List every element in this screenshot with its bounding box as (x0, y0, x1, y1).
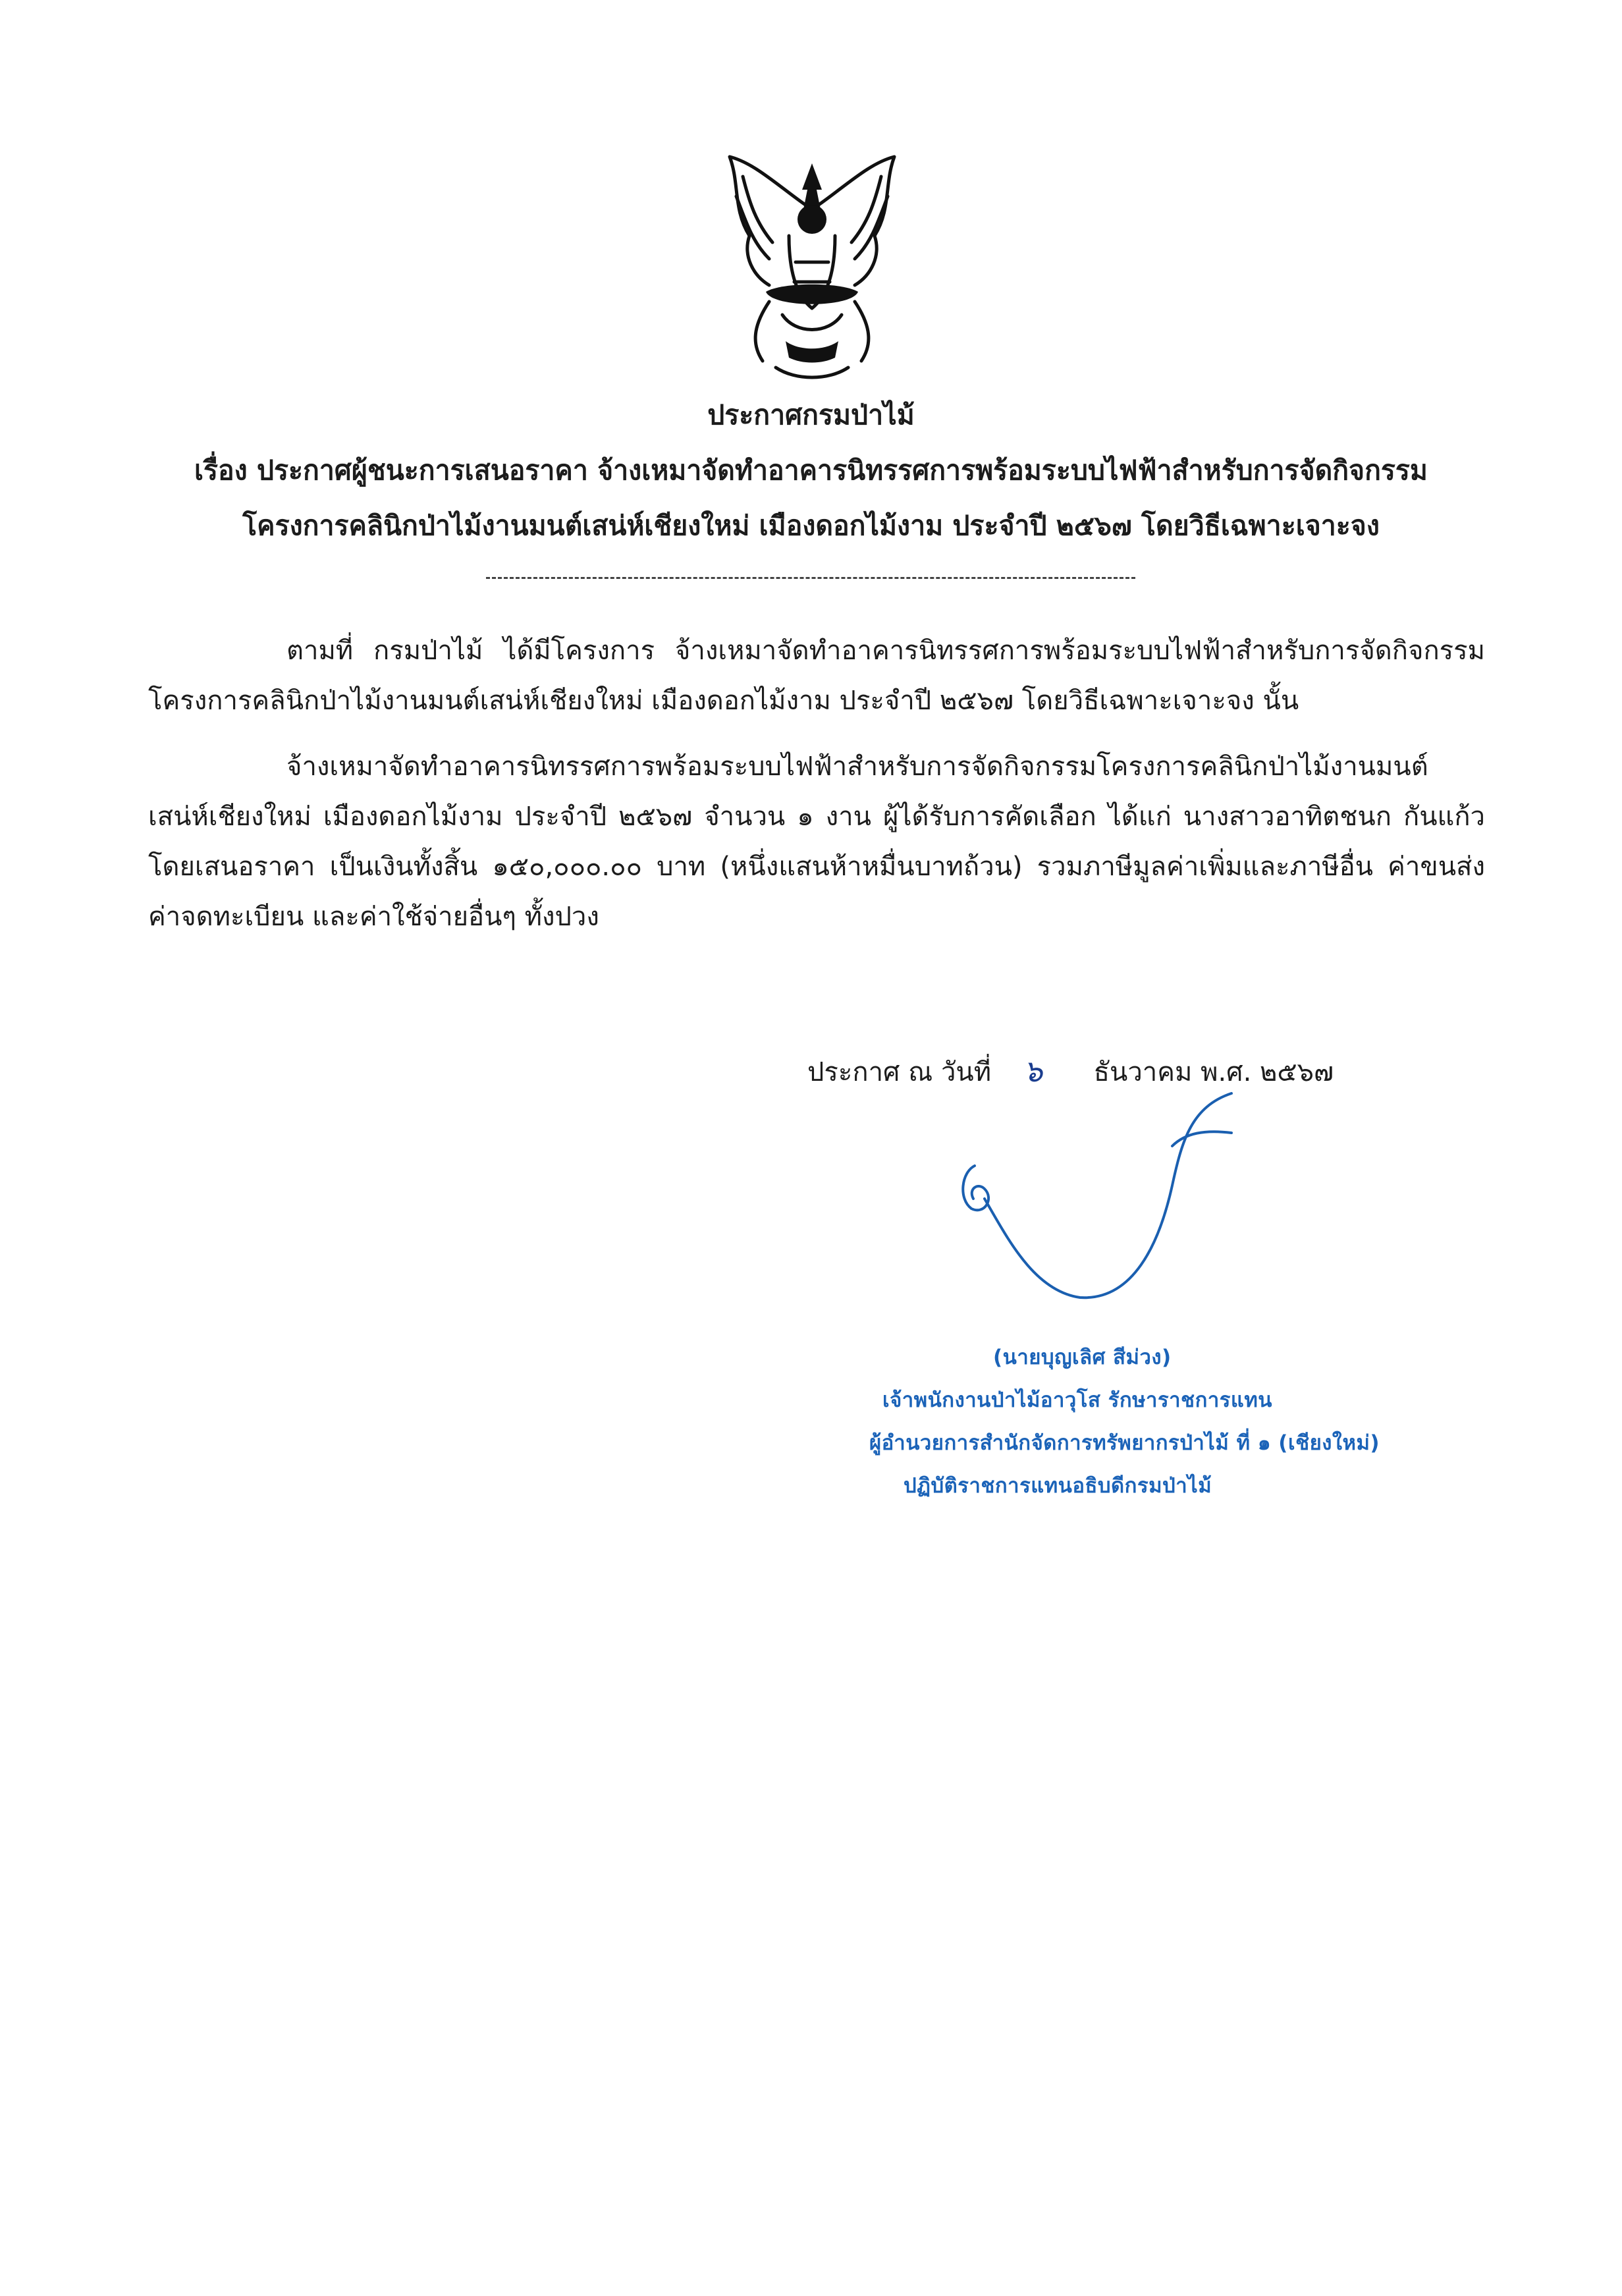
title-divider (486, 577, 1135, 579)
subject-line-2: โครงการคลินิกป่าไม้งานมนต์เสน่ห์เชียงใหม่ เมืองดอกไม้งาม ประจำปี ๒๕๖๗ โดยวิธีเฉพาะเจาะจง (242, 510, 1380, 541)
garuda-emblem (703, 150, 921, 387)
paragraph-2 (148, 742, 1485, 942)
paragraph-1 (148, 626, 1485, 726)
signatory-position-2: ผู้อำนวยการสำนักจัดการทรัพยากรป่าไม้ ที่ ๑ (เชียงใหม่) (869, 1431, 1380, 1455)
document-title: ประกาศกรมป่าไม้ (707, 399, 915, 431)
signatory-name: (นายบุญเลิศ สีม่วง) (993, 1346, 1172, 1369)
date-month-year: ธันวาคม พ.ศ. ๒๕๖๗ (1093, 1057, 1334, 1087)
date-prefix: ประกาศ ณ วันที่ (807, 1057, 992, 1087)
paragraph-2-text: จ้างเหมาจัดทำอาคารนิทรรศการพร้อมระบบไฟฟ้าสำหรับการจัดกิจกรรมโครงการคลินิกป่าไม้งานมนต์เสน่ห์เชียงใหม่ เมืองดอกไม้งาม ประจำปี ๒๕๖๗ จำนวน ๑ งาน ผู้ได้รับการคัดเลือก ได้แก่ นางสาวอาทิตชนก กันแก้ว โดยเสนอราคา เป็นเงินทั้งสิ้น ๑๕๐,๐๐๐.๐๐ บาท (หนึ่งแสนห้าหมื่นบาทถ้วน) รวมภาษีมูลค่าเพิ่มและภาษีอื่น ค่าขนส่ง ค่าจดทะเบียน และค่าใช้จ่ายอื่นๆ ทั้งปวง (148, 752, 1485, 932)
signatory-position-3: ปฏิบัติราชการแทนอธิบดีกรมป่าไม้ (904, 1474, 1212, 1498)
paragraph-1-text: ตามที่ กรมป่าไม้ ได้มีโครงการ จ้างเหมาจัดทำอาคารนิทรรศการพร้อมระบบไฟฟ้าสำหรับการจัดกิจกรรม โครงการคลินิกป่าไม้งานมนต์เสน่ห์เชียงใหม่ เมืองดอกไม้งาม ประจำปี ๒๕๖๗ โดยวิธีเฉพาะเจาะจง นั้น (148, 636, 1485, 716)
handwritten-day: ๖ (1023, 1053, 1043, 1089)
subject-line-1: เรื่อง ประกาศผู้ชนะการเสนอราคา จ้างเหมาจัดทำอาคารนิทรรศการพร้อมระบบไฟฟ้าสำหรับการจัดกิจกรรม (194, 454, 1428, 486)
handwritten-signature (922, 1067, 1291, 1344)
signatory-position-1: เจ้าพนักงานป่าไม้อาวุโส รักษาราชการแทน (882, 1388, 1272, 1412)
